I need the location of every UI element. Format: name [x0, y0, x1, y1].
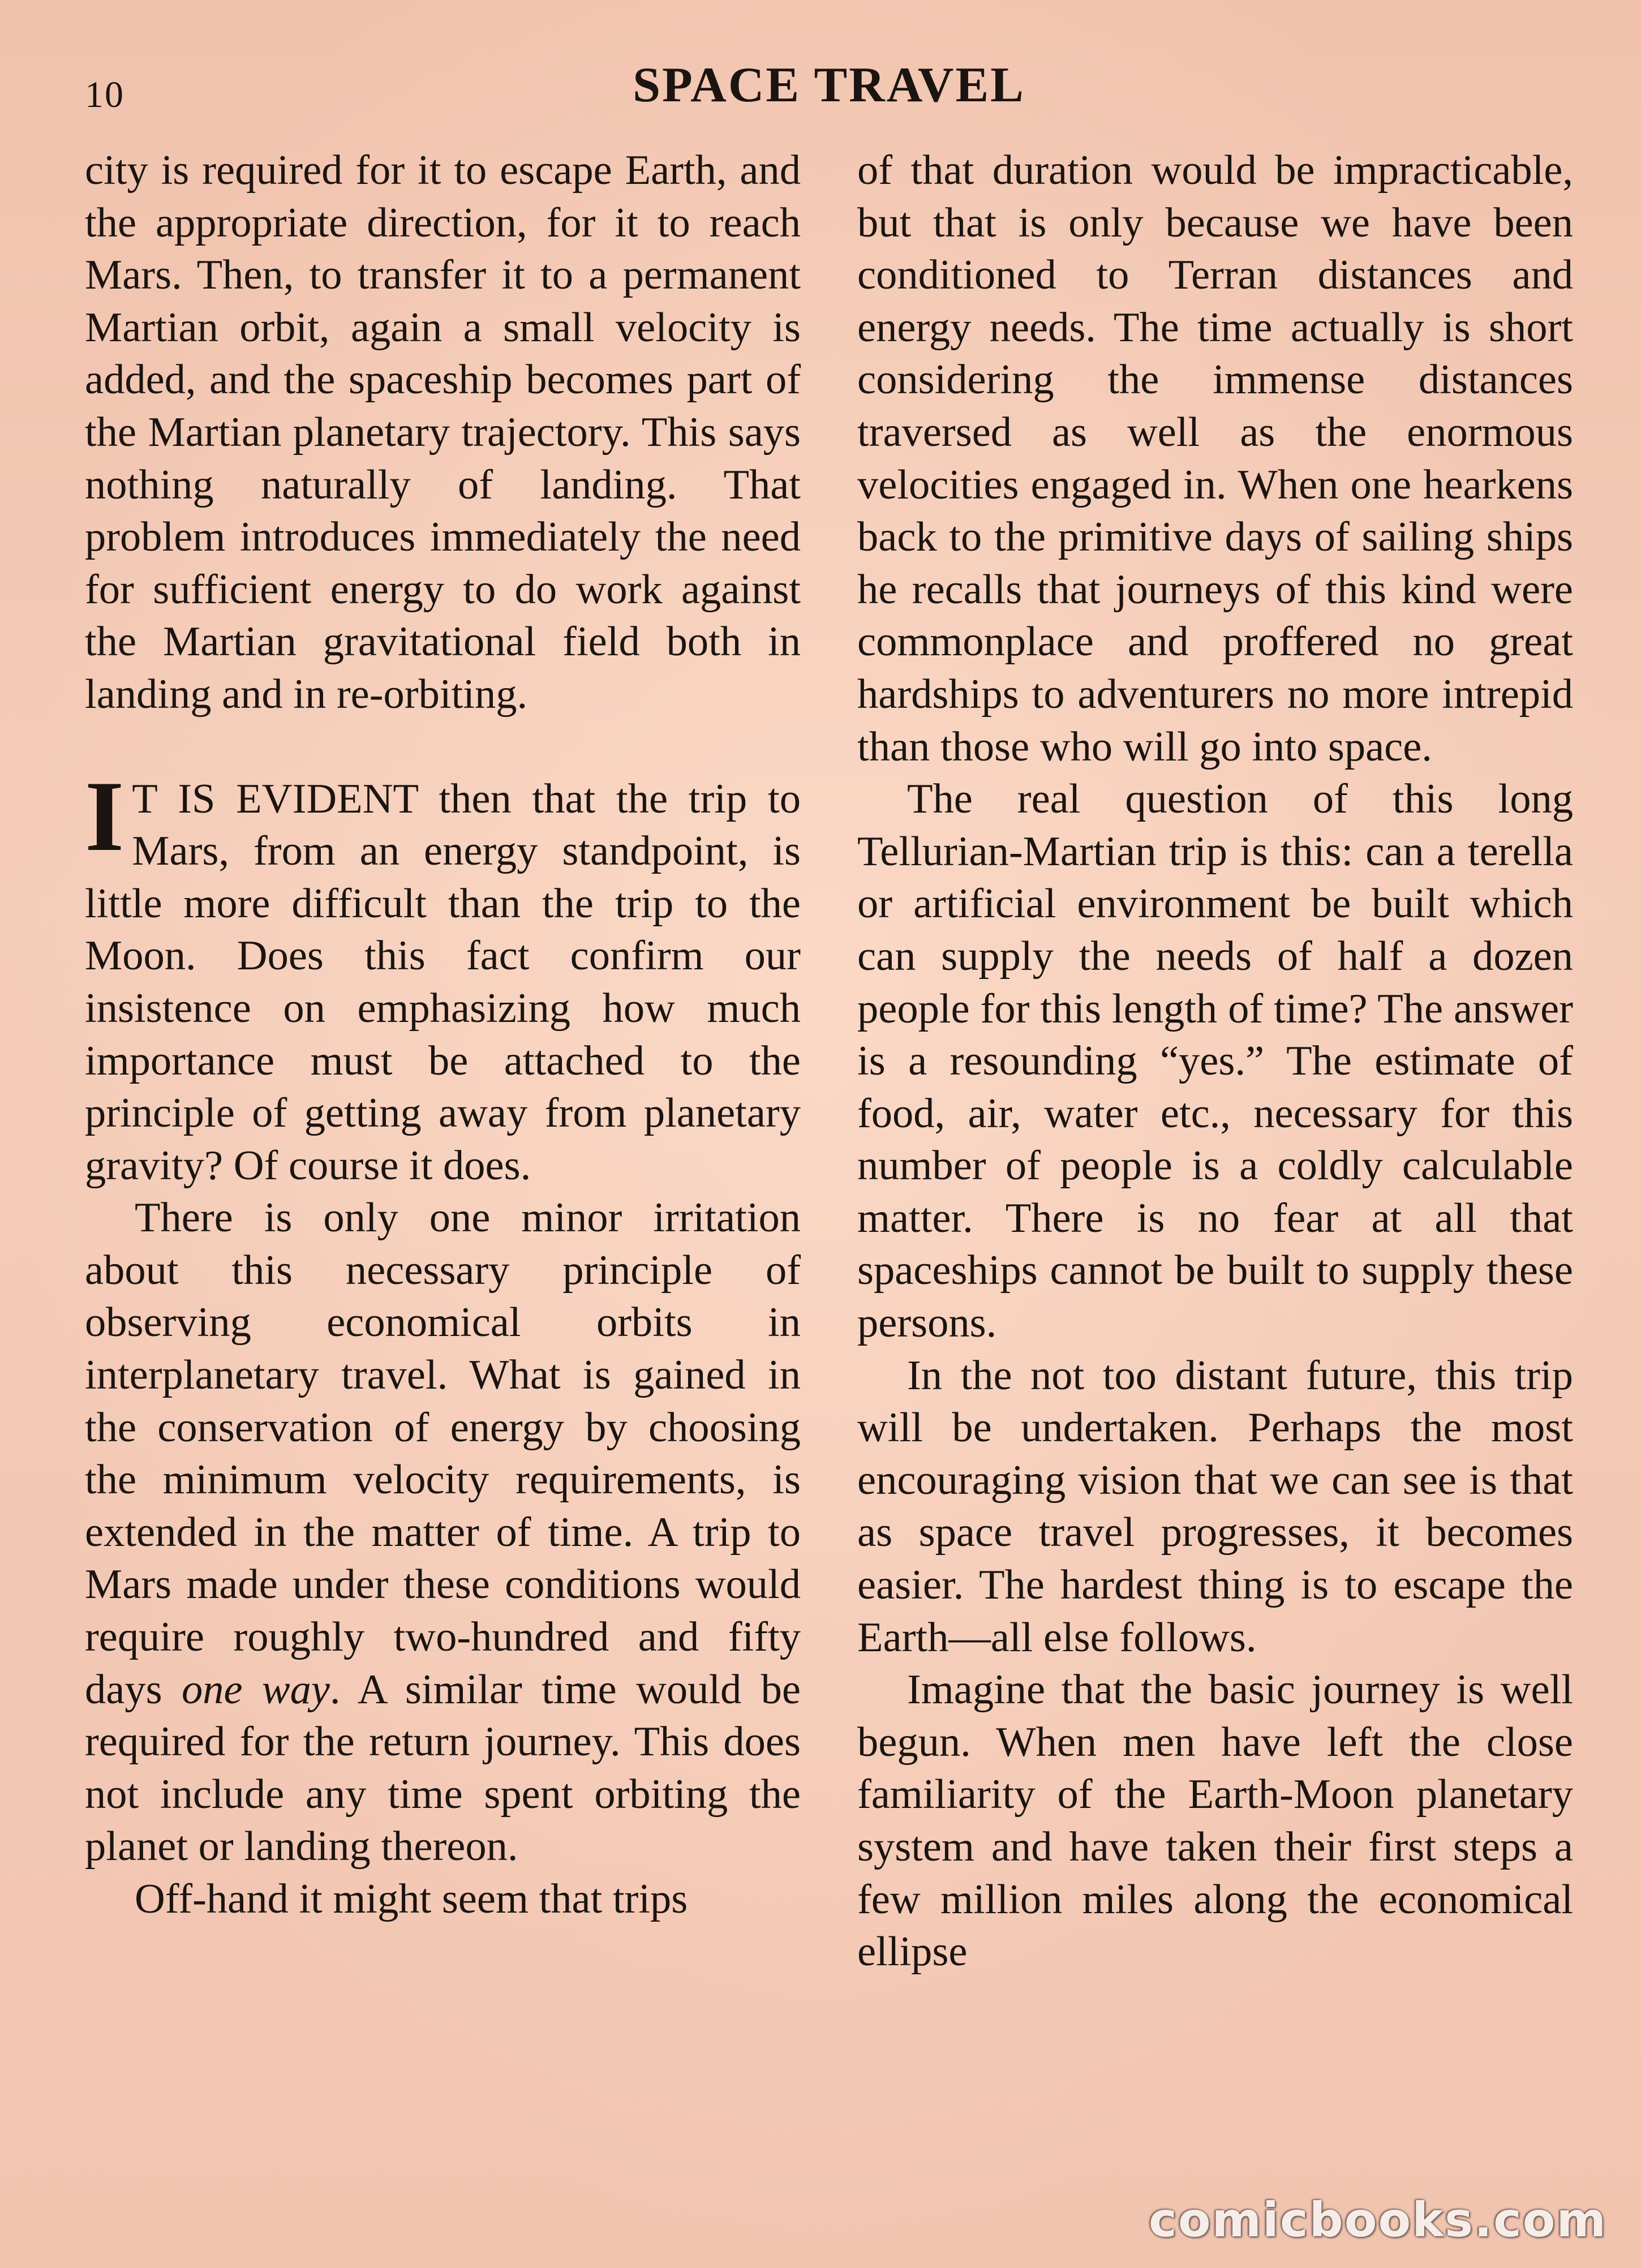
left-paragraph-2-text: T IS EVIDENT then that the trip to Mars, from an energy standpoint, is little more difficult than the trip to the Moon. Does this fact confirm our insistence on emphasizing how much importance must be attached to the principle of getting away from planetary gravity? Of course it does.: [85, 775, 801, 1189]
left-paragraph-3-text-a: There is only one minor irritation about this necessary principle of observing economical orbits in interplanetary travel. What is gained in the conservation of energy by choosing the minimum velocity requirements, is extended in the matter of time. A trip to Mars made under these conditions would require roughly two-hundred and fifty days: [85, 1195, 801, 1713]
left-paragraph-3: [85, 1192, 801, 1873]
left-paragraph-3-text-b: . A similar time would be required for the return journey. This does not include any time spent orbiting the planet or landing thereon.: [85, 1666, 801, 1870]
running-head: [85, 57, 1573, 119]
right-column: [857, 144, 1573, 1978]
drop-cap: I: [85, 759, 124, 872]
right-paragraph-1: of that duration would be impracticable, but that is only because we have been conditioned to Terran distances and energy needs. The time actually is short considering the immense distances traversed as well as the enormous velocities engaged in. When one hearkens back to the primitive days of sailing ships he recalls that journeys of this kind were commonplace and proffered no great hardships to adventurers no more intrepid than those who will go into space.: [857, 147, 1573, 770]
page-number: 10: [85, 74, 124, 115]
left-paragraph-2: [85, 759, 801, 1192]
running-title: SPACE TRAVEL: [633, 58, 1025, 113]
right-paragraph-3: In the not too distant future, this trip will be undertaken. Perhaps the most encouraging vision that we can see is that as space travel progresses, it becomes easier. The hardest thing is to escape the Earth—all else follows.: [857, 1352, 1573, 1661]
watermark: comicbooks.com: [1149, 2192, 1607, 2248]
left-paragraph-1: city is required for it to escape Earth, and the appropriate direction, for it to reach Mars. Then, to transfer it to a permanent Martian orbit, again a small velocity is added, and the spaceship becomes part of the Martian planetary trajectory. This says nothing naturally of landing. That problem introduces immediately the need for sufficient energy to do work against the Martian gravitational field both in landing and in re-orbiting.: [85, 147, 801, 718]
emphasis-one-way: one way: [181, 1666, 330, 1713]
left-paragraph-4: Off-hand it might seem that trips: [135, 1876, 688, 1922]
left-column: [85, 144, 801, 1926]
right-paragraph-2: The real question of this long Tellurian-Martian trip is this: can a terella or artificial environment be built which can supply the needs of half a dozen people for this length of time? The answer is a resounding “yes.” The estimate of food, air, water etc., necessary for this number of people is a coldly calculable matter. There is no fear at all that spaceships cannot be built to supply these persons.: [857, 776, 1573, 1347]
right-paragraph-4: Imagine that the basic journey is well begun. When men have left the close familiarity of the Earth-Moon planetary system and have taken their first steps a few million miles along the economical ellipse: [857, 1666, 1573, 1975]
